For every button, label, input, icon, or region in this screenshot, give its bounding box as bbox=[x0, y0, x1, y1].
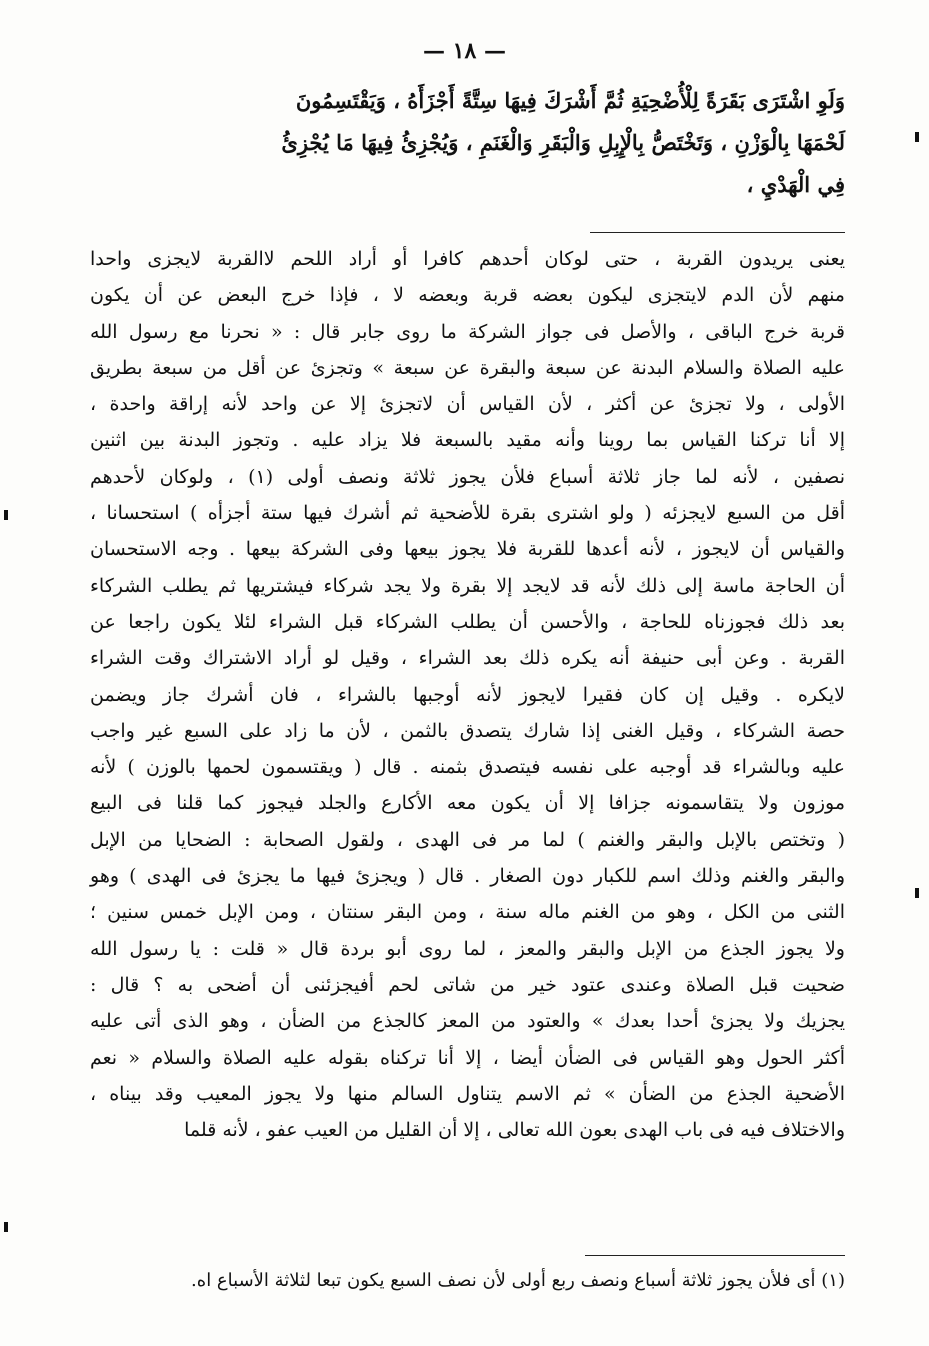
scan-edge-mark bbox=[4, 510, 8, 520]
commentary-line: منهم لأن الدم لايتجزى ليكون بعضه قربة وبعضه لا ، فإذا خرج البعض عن أن يكون bbox=[90, 284, 845, 307]
commentary-line: ولا يجوز الجذع من الإبل والبقر والمعز ، لما روى أبو بردة قال « قلت : يا رسول الله bbox=[90, 937, 845, 960]
commentary-line: يجزيك ولا يجزئ أحدا بعدك » والعتود من المعز كالجذع من الضأن ، وهو الذى أتى عليه bbox=[90, 1010, 845, 1033]
commentary-line: الأضحية الجذع من الضأن » ثم الاسم يتناول السالم منها ولا يجوز المعيب وقد بيناه ، bbox=[90, 1082, 845, 1105]
commentary-line: أكثر الحول وهو القياس فى الضأن أيضا ، إلا أنا تركناه بقوله عليه الصلاة والسلام « نعم bbox=[90, 1046, 845, 1069]
commentary-line: والقياس أن لايجوز ، لأنه أعدها للقربة فلا يجوز بيعها وفى الشركة بيعها . وجه الاستحسان bbox=[90, 538, 845, 561]
commentary-line: حصة الشركاء ، وقيل الغنى إذا شارك يتصدق بالثمن ، لأن ما زاد على السبع غير واجب bbox=[90, 719, 845, 742]
main-text-line: لَحْمَهَا بِالْوَزْنِ ، وَتَخْتَصُّ بِالْإِبِلِ وَالْبَقَرِ وَالْغَنَمِ ، وَيُجْزِئُ فِيهَا مَا يُجْزِئُ bbox=[281, 130, 845, 155]
footnote bbox=[90, 1264, 845, 1298]
commentary-line: أقل من السبع لايجزئه ( ولو اشترى بقرة للأضحية ثم أشرك فيها ستة أجزأه ) استحسانا ، bbox=[90, 502, 845, 525]
commentary-line: يعنى يريدون القربة ، حتى لوكان أحدهم كافرا أو أراد اللحم لاالقربة لايجزى واحدا bbox=[90, 248, 845, 270]
commentary-line: نصفين ، لأنه لما جاز ثلاثة أسباع فلأن يجوز ثلاثة ونصف أولى (١) ، ولوكان لأحدهم bbox=[90, 465, 845, 488]
commentary-line: ( وتختص بالإبل والبقر والغنم ) لما مر فى الهدى ، ولقول الصحابة : الضحايا من الإبل bbox=[90, 828, 845, 851]
commentary-line: والاختلاف فيه فى باب الهدى بعون الله تعالى ، إلا أن القليل من العيب عفو ، لأنه قلما bbox=[184, 1119, 845, 1142]
commentary-line: لايكره . وقيل إن كان فقيرا لايجوز لأنه أوجبها بالشراء ، فان أشرك جاز ويضمن bbox=[90, 683, 845, 706]
footnote-separator bbox=[585, 1255, 845, 1256]
commentary-separator bbox=[590, 232, 845, 233]
commentary-line: ضحيت قبل الصلاة وعندى عتود خير من شاتى لحم أفيجزئنى أن أضحى به ؟ قال : bbox=[90, 973, 845, 996]
commentary-line: القربة . وعن أبى حنيفة أنه يكره ذلك بعد الشراء ، وقيل لو أراد الاشتراك وقت الشراء bbox=[90, 647, 845, 670]
commentary-text bbox=[90, 241, 845, 1148]
commentary-line: عليه وبالشراء قد أوجبه على نفسه فيتصدق بثمنه . قال ( ويقتسمون لحمها بالوزن ) لأنه bbox=[90, 756, 845, 779]
main-text-line: وَلَوِ اشْتَرَى بَقَرَةً لِلْأُضْحِيَةِ ثُمَّ أَشْرَكَ فِيهَا سِتَّةً أَجْزَأَهُ ، وَيَقْتَسِمُونَ bbox=[295, 88, 845, 113]
footnote-text: (١) أى فلأن يجوز ثلاثة أسباع ونصف ربع أولى لأن نصف السبع يكون تبعا لثلاثة الأسباع اه. bbox=[191, 1270, 845, 1291]
commentary-line: قربة خرج الباقى ، والأصل فى جواز الشركة ما روى جابر قال : « نحرنا مع رسول الله bbox=[90, 320, 845, 343]
commentary-line: الأولى ، ولا تجزئ عن أكثر ، لأن القياس أن لاتجزئ إلا عن واحد لأنه إراقة واحدة ، bbox=[90, 393, 845, 416]
commentary-line: الثنى من الكل ، وهو من الغنم ماله سنة ، ومن البقر سنتان ، ومن الإبل خمس سنين ؛ bbox=[90, 901, 845, 924]
commentary-line: بعد ذلك فجوزناه للحاجة ، والأحسن أن يطلب الشركاء قبل الشراء لئلا يكون راجعا عن bbox=[90, 610, 845, 633]
scan-edge-mark bbox=[915, 888, 919, 898]
commentary-line: والبقر والغنم وذلك اسم للكبار دون الصغار . قال ( ويجزئ فيها ما يجزئ فى الهدى ) وهو bbox=[90, 865, 845, 888]
scan-edge-mark bbox=[4, 1222, 8, 1232]
commentary-line: موزون ولا يتقاسمونه جزافا إلا أن يكون معه الأكارع والجلد فيجوز كما قلنا فى البيع bbox=[90, 792, 845, 815]
commentary-line: إلا أنا تركنا القياس بما روينا وأنه مقيد بالسبعة فلا يزاد عليه . وتجوز البدنة بين اثنين bbox=[90, 429, 845, 452]
scan-edge-mark bbox=[915, 132, 919, 142]
commentary-line: أن الحاجة ماسة إلى ذلك لأنه قد لايجد إلا بقرة ولا يجد شركاء فيشتريها ثم يطلب الشركاء bbox=[90, 574, 845, 597]
main-text-line: فِي الْهَدْيِ ، bbox=[746, 172, 845, 197]
commentary-line: عليه الصلاة والسلام البدنة عن سبعة والبقرة عن سبعة » وتجزئ عن أقل من سبعة بطريق bbox=[90, 356, 845, 379]
main-text bbox=[95, 80, 845, 206]
page-number: — ١٨ — bbox=[423, 38, 506, 64]
